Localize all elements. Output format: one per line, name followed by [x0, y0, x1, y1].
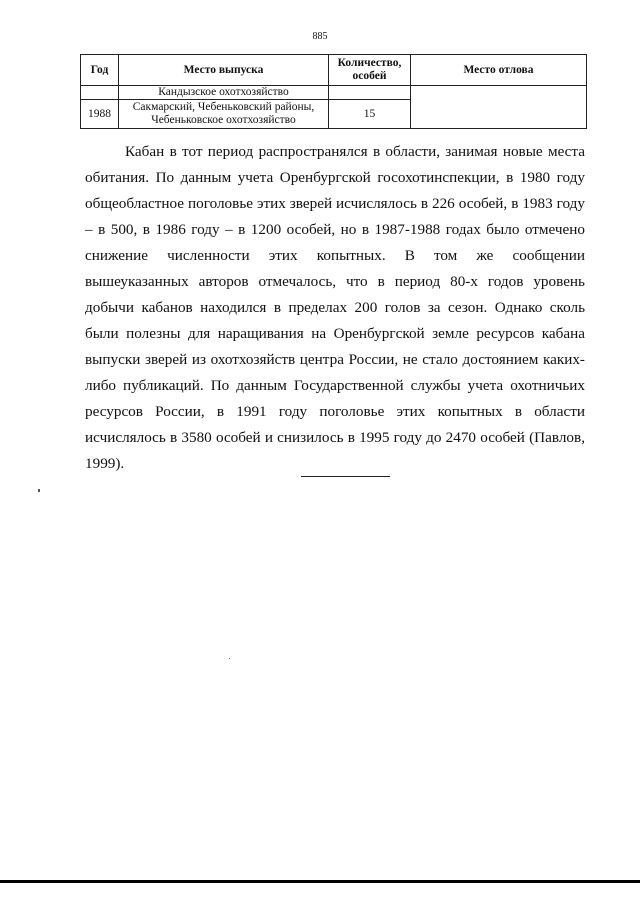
- paragraph: Кабан в тот период распространялся в области, занимая новые места обитания. По данным учета Оренбургской госохотинспекции, в 1980 году общеобластное поголовье этих зверей исчислялось в 226 особей, в 1983 году – в 500, в 1986 году – в 1200 особей, но в 1987-1988 годах было отмечено снижение численности этих копытных. В том же сообщении вышеуказанных авторов отмечалось, что в период 80-х годов уровень добычи кабанов находился в пределах 200 голов за сезон. Однако сколь были полезны для наращивания на Оренбургской земле ресурсов кабана выпуски зверей из охотхозяйств центра России, не стало достоянием каких-либо публикаций. По данным Государственной службы учета охотничьих ресурсов России, в 1991 году поголовье этих копытных в области исчислялось в 3580 особей и снизилось в 1995 году до 2470 особей (Павлов, 1999).: [85, 143, 585, 472]
- cell-count: 15: [329, 100, 411, 129]
- header-count: Количество, особей: [329, 55, 411, 86]
- body-text: [85, 139, 585, 477]
- scan-speck: [38, 489, 40, 492]
- section-divider: [301, 476, 390, 477]
- header-year: Год: [81, 55, 119, 86]
- cell-year: 1988: [81, 100, 119, 129]
- table-header-row: [81, 55, 587, 86]
- cell-count: [329, 86, 411, 100]
- release-table: [80, 54, 587, 129]
- table-row: [81, 86, 587, 100]
- cell-release-site: Кандызское охотхозяйство: [119, 86, 329, 100]
- bottom-rule: [0, 880, 640, 883]
- header-capture-site: Место отлова: [411, 55, 587, 86]
- cell-capture-site: [411, 86, 587, 129]
- cell-release-site: Сакмарский, Чебеньковский районы, Чебеньковское охотхозяйство: [119, 100, 329, 129]
- scan-speck: [229, 658, 230, 659]
- header-release-site: Место выпуска: [119, 55, 329, 86]
- page-number: 885: [312, 31, 328, 42]
- cell-year: [81, 86, 119, 100]
